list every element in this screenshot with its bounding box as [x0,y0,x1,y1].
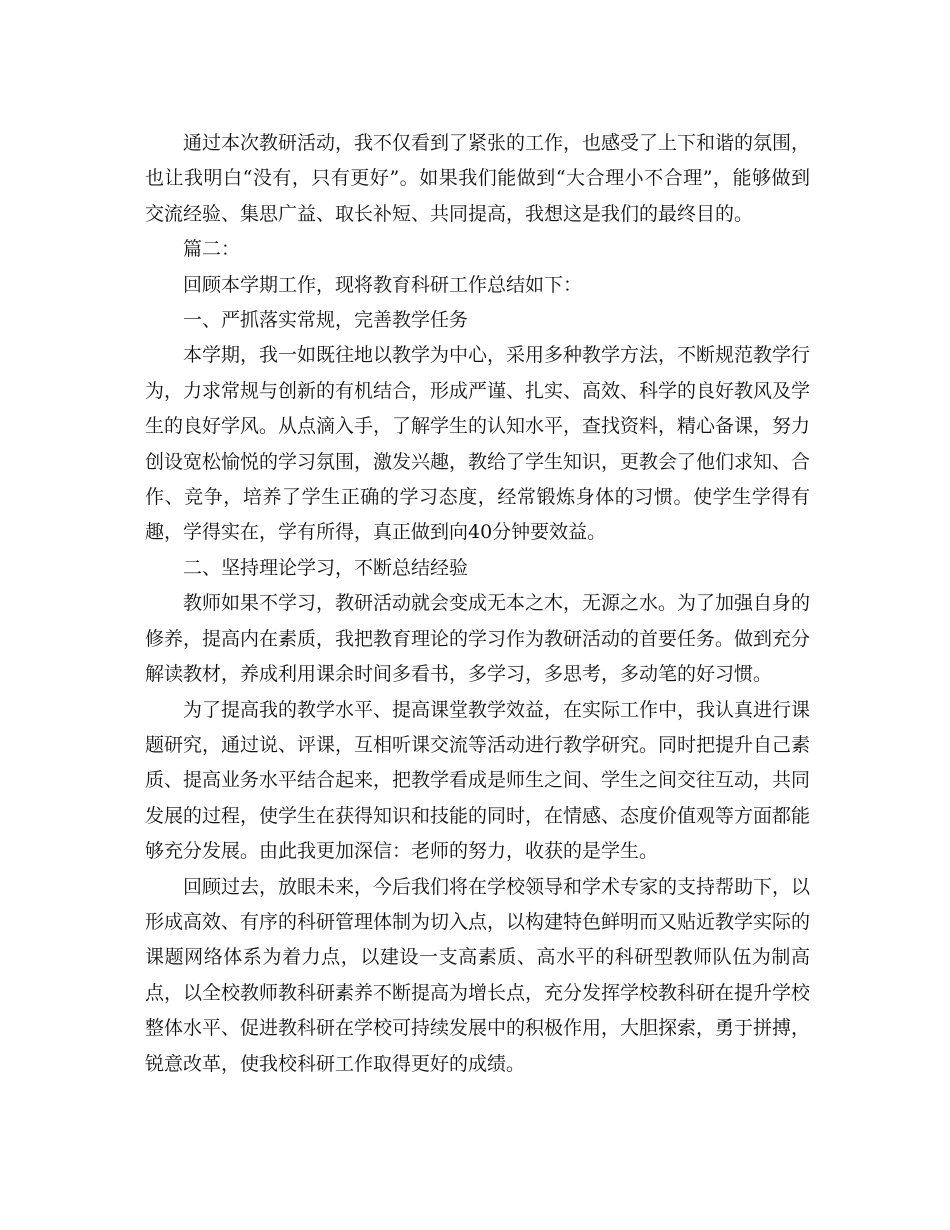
heading-section-two: 二、坚持理论学习，不断总结经验 [183,556,469,579]
paragraph-conclusion: 通过本次教研活动，我不仅看到了紧张的工作，也感受了上下和谐的氛围，也让我明白“没有，只有更好”。如果我们能做到“大合理小不合理”，能够做到交流经验、集思广益、取长补短、共同提高，我想这是我们的最终目的。 [145,132,811,225]
paragraph-research-practice: 为了提高我的教学水平、提高课堂教学效益，在实际工作中，我认真进行课题研究，通过说、评课，互相听课交流等活动进行教学研究。同时把提升自己素质、提高业务水平结合起来，把教学看成是师生之间、学生之间交往互动，共同发展的过程，使学生在获得知识和技能的同时，在情感、态度价值观等方面都能够充分发展。由此我更加深信：老师的努力，收获的是学生。 [145,698,811,863]
paragraph-theory-study: 教师如果不学习，教研活动就会变成无本之木，无源之水。为了加强自身的修养，提高内在素质，我把教育理论的学习作为教研活动的首要任务。做到充分解读教材，养成利用课余时间多看书，多学习，多思考，多动笔的好习惯。 [145,592,811,686]
paragraph-outlook: 回顾过去，放眼未来，今后我们将在学校领导和学术专家的支持帮助下，以形成高效、有序的科研管理体制为切入点，以构建特色鲜明而又贴近教学实际的课题网络体系为着力点，以建设一支高素质、高水平的科研型教师队伍为制高点，以全校教师教科研素养不断提高为增长点，充分发挥学校教科研在提升学校整体水平、促进教科研在学校可持续发展中的积极作用，大胆探索，勇于拼搏，锐意改革，使我校科研工作取得更好的成绩。 [145,875,811,1075]
paragraph-intro: 回顾本学期工作，现将教育科研工作总结如下： [183,273,583,296]
section-label-part-two: 篇二： [183,238,241,261]
document-body [145,126,810,1082]
paragraph-teaching-routine: 本学期，我一如既往地以教学为中心，采用多种教学方法，不断规范教学行为，力求常规与创新的有机结合，形成严谨、扎实、高效、科学的良好教风及学生的良好学风。从点滴入手，了解学生的认知水平，查找资料，精心备课，努力创设宽松愉悦的学习氛围，激发兴趣，教给了学生知识，更教会了他们求知、合作、竞争，培养了学生正确的学习态度，经常锻炼身体的习惯。使学生学得有趣，学得实在，学有所得，真正做到向40分钟要效益。 [145,344,811,544]
heading-section-one: 一、严抓落实常规，完善教学任务 [183,309,469,332]
